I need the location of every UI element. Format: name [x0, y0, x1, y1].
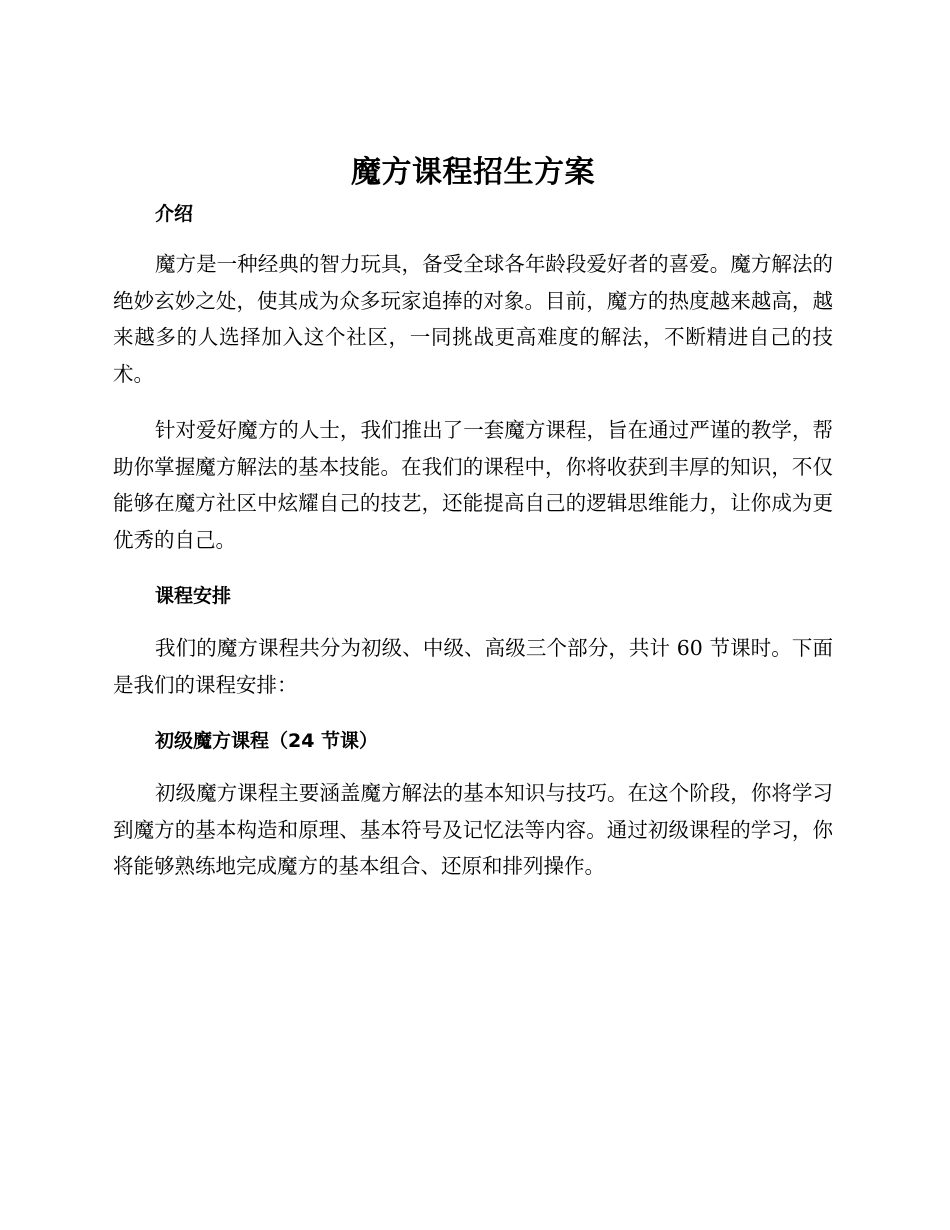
intro-paragraph-1: 魔方是一种经典的智力玩具，备受全球各年龄段爱好者的喜爱。魔方解法的绝妙玄妙之处，使其成为众多玩家追捧的对象。目前，魔方的热度越来越高，越来越多的人选择加入这个社区，一同挑战更高难度的解法，不断精进自己的技术。	[113, 252, 833, 386]
document-title: 魔方课程招生方案	[351, 155, 595, 190]
document-body	[113, 152, 833, 905]
section-heading-basic-course: 初级魔方课程（24 节课）	[155, 730, 379, 752]
basic-course-paragraph: 初级魔方课程主要涵盖魔方解法的基本知识与技巧。在这个阶段，你将学习到魔方的基本构造和原理、基本符号及记忆法等内容。通过初级课程的学习，你将能够熟练地完成魔方的基本组合、还原和排列操作。	[113, 781, 833, 878]
section-heading-schedule: 课程安排	[155, 585, 232, 607]
section-heading-intro: 介绍	[155, 203, 194, 225]
schedule-paragraph: 我们的魔方课程共分为初级、中级、高级三个部分，共计 60 节课时。下面是我们的课程安排：	[113, 636, 833, 697]
intro-paragraph-2: 针对爱好魔方的人士，我们推出了一套魔方课程，旨在通过严谨的教学，帮助你掌握魔方解法的基本技能。在我们的课程中，你将收获到丰厚的知识，不仅能够在魔方社区中炫耀自己的技艺，还能提高自己的逻辑思维能力，让你成为更优秀的自己。	[113, 418, 833, 552]
